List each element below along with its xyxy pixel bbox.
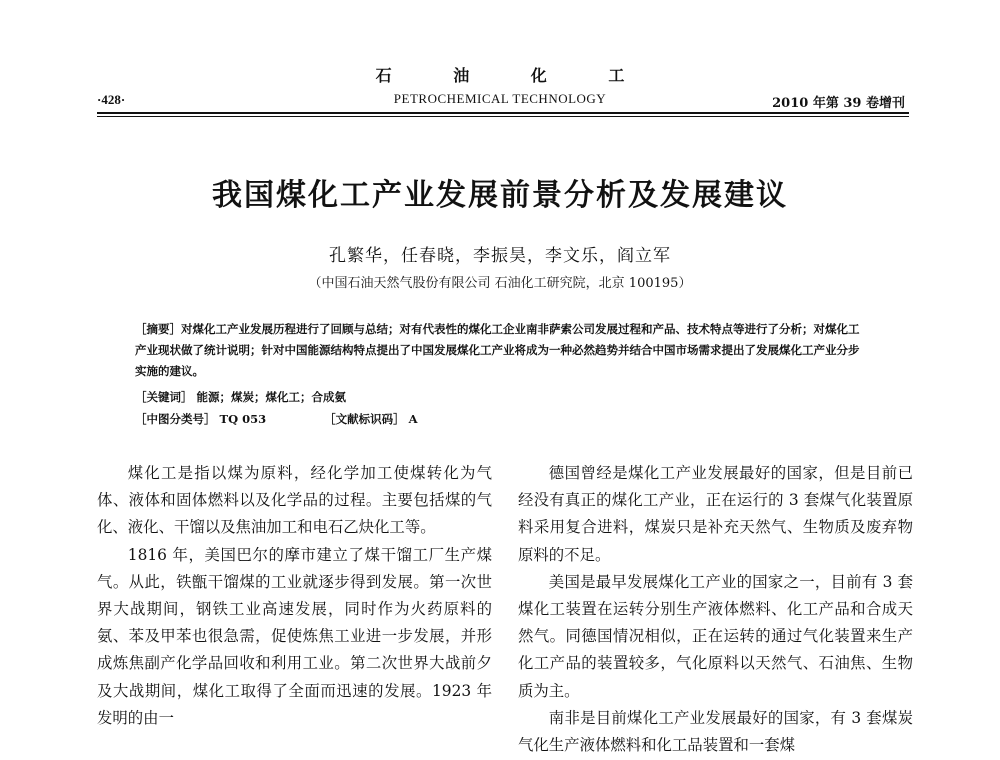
abstract-text: 对煤化工产业发展历程进行了回顾与总结；对有代表性的煤化工企业南非萨索公司发展过程和产品、技术特点等进行了分析；对煤化工产业现状做了统计说明；针对中国能源结构特点提出了中国发展煤化工产业将成为一种必然趋势并结合中国市场需求提出了发展煤化工产业分步实施的建议。 [135,322,860,378]
body-paragraph: 1816 年，美国巴尔的摩市建立了煤干馏工厂生产煤气。从此，铁甑干馏煤的工业就逐步得到发展。第一次世界大战期间，钢铁工业高速发展，同时作为火药原料的氨、苯及甲苯也很急需，促使炼焦工业进一步发展，并形成炼焦副产化学品回收和利用工业。第二次世界大战前夕及大战期间，煤化工取得了全面而迅速的发展。1923 年发明的由一 [97,545,492,727]
header-rule-thick [97,112,909,114]
clc-code: TQ 053 [219,412,267,426]
abstract-label: ［摘要］ [135,322,181,336]
keywords-label: ［关键词］ [135,390,193,404]
journal-name-cn: 石 油 化 工 [375,66,653,85]
keywords-text: 能源；煤炭；煤化工；合成氨 [196,390,347,404]
header-rule-thin [97,116,909,117]
body-column-right [518,460,913,759]
doc-code-label: ［文献标识码］ [324,412,405,426]
body-column-left [97,460,492,732]
authors: 孔繁华，任春晓，李振昊，李文乐，阎立军 [329,246,671,266]
classification [135,411,418,427]
affiliation: （中国石油天然气股份有限公司 石油化工研究院，北京 100195） [308,276,692,291]
journal-name-en: PETROCHEMICAL TECHNOLOGY [393,91,607,106]
clc-label: ［中图分类号］ [135,412,216,426]
page-number: ·428· [97,92,126,107]
abstract [135,319,870,382]
body-paragraph: 德国曾经是煤化工产业发展最好的国家，但是目前已经没有真正的煤化工产业，正在运行的 3 套煤气化装置原料采用复合进料，煤炭只是补充天然气、生物质及废弃物原料的不足。 [518,464,913,564]
body-paragraph: 煤化工是指以煤为原料，经化学加工使煤转化为气体、液体和固体燃料以及化学品的过程。主要包括煤的气化、液化、干馏以及焦油加工和电石乙炔化工等。 [97,464,492,537]
issue-info: 2010 年第 39 卷增刊 [772,96,905,111]
body-paragraph: 美国是最早发展煤化工产业的国家之一，目前有 3 套煤化工装置在运转分别生产液体燃料、化工产品和合成天然气。同德国情况相似，正在运转的通过气化装置来生产化工产品的装置较多，气化原料以天然气、石油焦、生物质为主。 [518,572,913,700]
keywords [135,389,346,405]
article-title: 我国煤化工产业发展前景分析及发展建议 [212,178,788,213]
body-paragraph: 南非是目前煤化工产业发展最好的国家，有 3 套煤炭气化生产液体燃料和化工品装置和一套煤 [518,708,913,755]
doc-code: A [408,412,418,426]
